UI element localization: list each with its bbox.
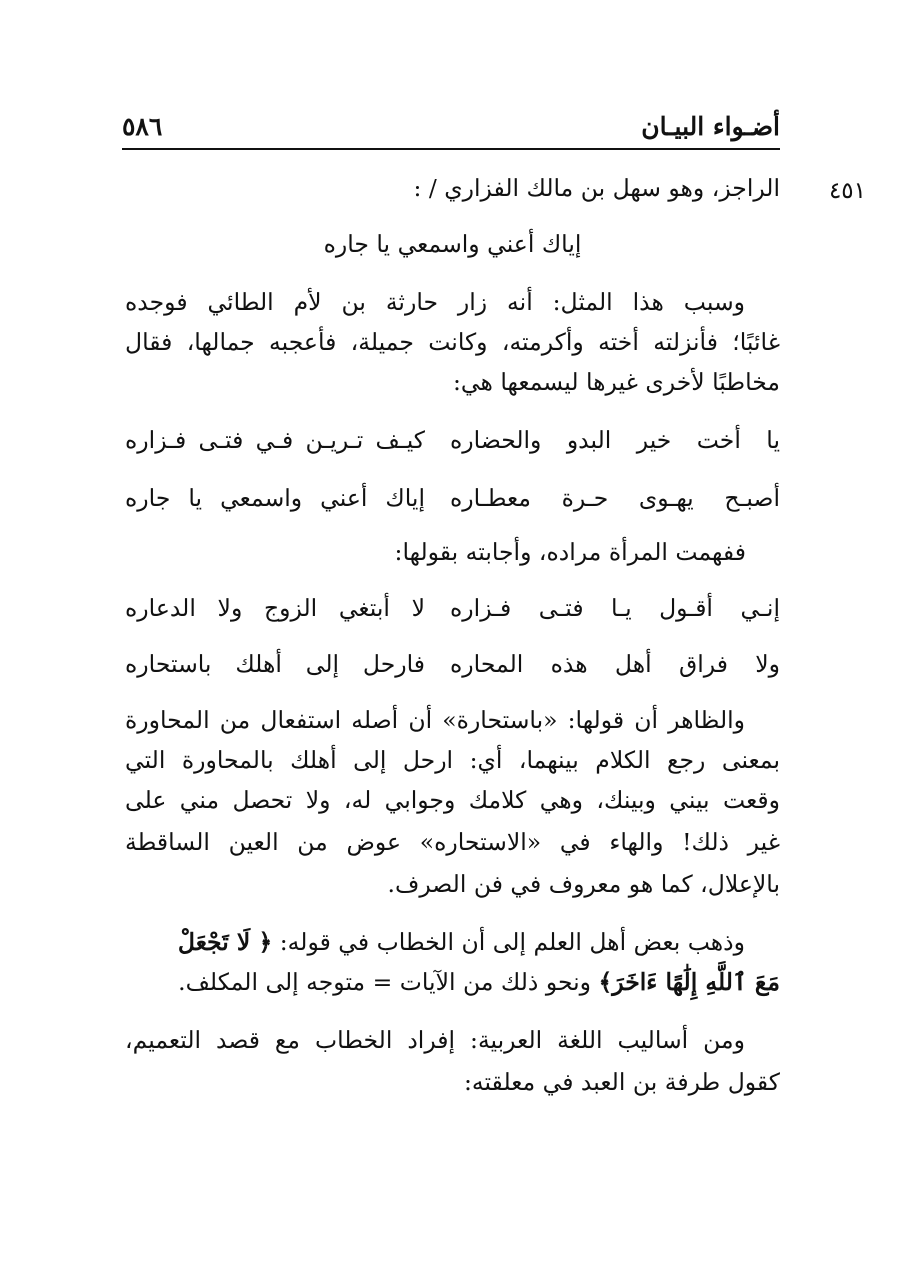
text-line-1: الراجز، وهو سهل بن مالك الفزاري / : — [413, 174, 780, 202]
margin-number: ٤٥١ — [828, 178, 866, 204]
quran-quote-start: ﴿ لَا تَجْعَلْ — [177, 928, 273, 956]
poem-verse-4 — [125, 644, 780, 684]
text-line-6: ففهمت المرأة مراده، وأجابته بقولها: — [394, 538, 746, 566]
quran-quote-end: مَعَ ٱللَّهِ إِلَٰهًا ءَاخَرَ﴾ — [598, 968, 780, 996]
poem-verse-2 — [125, 478, 780, 518]
verse-2-second-hemistich: إياك أعني واسمعي يا جاره — [125, 484, 425, 512]
text-line-12 — [125, 922, 745, 962]
text-line-3-text: وسبب هذا المثل: أنه زار حارثة بن لأم الطائي فوجده — [125, 288, 745, 316]
quoted-verse-line: إياك أعني واسمعي يا جاره — [323, 230, 582, 258]
verse-2-first-hemistich: أصبـح يهـوى حـرة معطـاره — [450, 484, 780, 512]
verse-1-first-hemistich: يا أخت خير البدو والحضاره — [450, 426, 780, 454]
verse-3-first-hemistich: إنـي أقـول يـا فتـى فـزاره — [450, 594, 780, 622]
text-line-14: ومن أساليب اللغة العربية: إفراد الخطاب مع قصد التعميم، — [125, 1026, 745, 1054]
text-line-4: غائبًا؛ فأنزلته أخته وأكرمته، وكانت جميلة، فأعجبه جمالها، فقال — [125, 328, 780, 356]
verse-4-first-hemistich: ولا فراق أهل هذه المحاره — [450, 650, 780, 678]
text-line-7: والظاهر أن قولها: «باستحارة» أن أصله استفعال من المحاورة — [125, 706, 745, 734]
page-number: ٥٨٦ — [122, 112, 163, 141]
verse-3-second-hemistich: لا أبتغي الزوج ولا الدعاره — [125, 594, 425, 622]
book-title: أضـواء البيـان — [641, 112, 780, 141]
text-line-5: مخاطبًا لأخرى غيرها ليسمعها هي: — [453, 368, 780, 396]
poem-verse-3 — [125, 588, 780, 628]
text-line-11: بالإعلال، كما هو معروف في فن الصرف. — [387, 870, 780, 898]
verse-1-second-hemistich: كيـف تـريـن فـي فتـى فـزاره — [125, 426, 425, 454]
poem-verse-1 — [125, 420, 780, 460]
text-line-3 — [125, 282, 745, 322]
verse-4-second-hemistich: فارحل إلى أهلك باستحاره — [125, 650, 425, 678]
page-header — [122, 108, 780, 148]
text-line-12-text: وذهب بعض أهل العلم إلى أن الخطاب في قوله: — [272, 928, 745, 956]
text-line-10: غير ذلك! والهاء في «الاستحاره» عوض من العين الساقطة — [125, 828, 780, 856]
text-line-8: بمعنى رجع الكلام بينهما، أي: ارحل إلى أهلك بالمحاورة التي — [125, 746, 780, 774]
text-line-13 — [178, 962, 780, 1002]
text-line-13-text: ونحو ذلك من الآيات = متوجه إلى المكلف. — [178, 968, 599, 996]
text-line-9: وقعت بيني وبينك، وهي كلامك وجوابي له، ولا تحصل مني على — [125, 786, 780, 814]
text-line-15: كقول طرفة بن العبد في معلقته: — [463, 1068, 780, 1096]
header-rule — [122, 148, 780, 150]
